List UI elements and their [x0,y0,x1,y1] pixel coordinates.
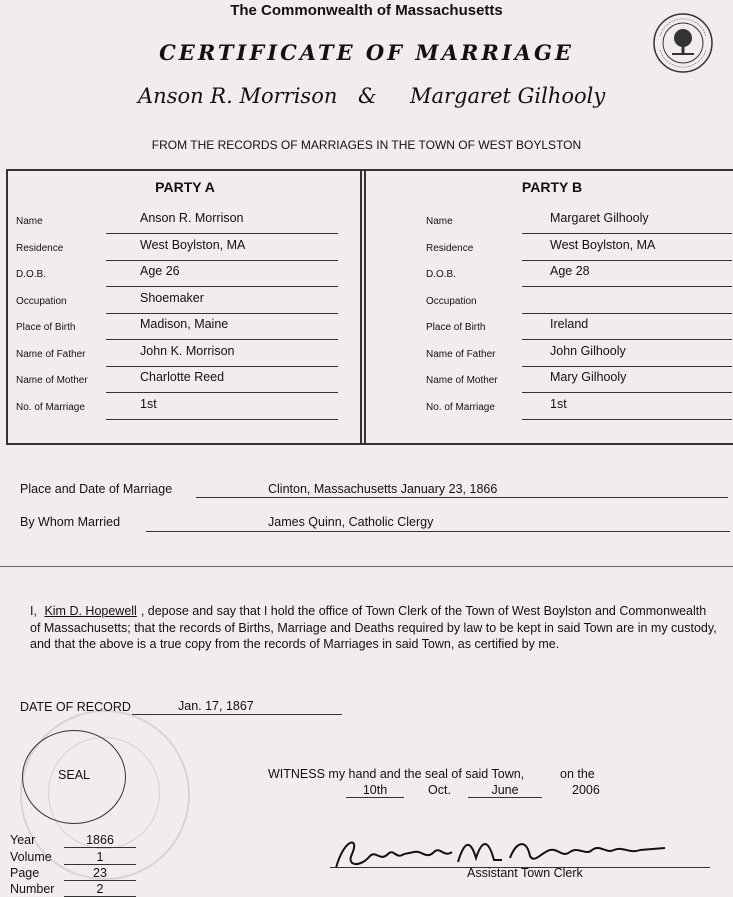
volume-label: Volume [10,850,52,864]
party-b-heading: PARTY B [521,179,583,195]
party-a-row [8,235,360,261]
groom-name-heading: Anson R. Morrison [138,84,338,108]
field-value: John K. Morrison [140,343,235,358]
party-a-row [8,367,360,393]
field-value: Anson R. Morrison [140,211,244,225]
field-value: West Boylston, MA [550,237,656,252]
party-b-row [366,314,733,340]
field-value: 1st [140,396,157,411]
year-value: 1866 [64,833,136,848]
clerk-statement [30,603,720,653]
witness-day: 10th [346,783,404,798]
signer-title: Assistant Town Clerk [467,866,583,880]
place-date-label: Place and Date of Marriage [20,482,173,496]
date-of-record-value: Jan. 17, 1867 [178,699,254,713]
field-label: Residence [426,242,474,254]
statement-prefix: I, [30,604,37,618]
field-value: John Gilhooly [550,343,626,358]
field-value: Margaret Gilhooly [550,211,649,225]
by-whom-line [146,530,730,532]
witness-month: June [468,783,542,798]
field-label: D.O.B. [16,269,47,280]
party-a-row [8,394,360,420]
party-b-row [366,367,733,393]
parties-box [6,169,733,445]
party-a-row [8,261,360,287]
witness-year: 2006 [572,783,600,797]
party-a-row [8,288,360,314]
field-value: Age 28 [550,264,590,278]
party-b-row [366,288,733,314]
field-label: Name [426,216,453,227]
field-value: Charlotte Reed [140,370,225,384]
witness-text: WITNESS my hand and the seal of said Town, [268,767,525,781]
field-value: Shoemaker [140,290,204,305]
party-a-row [8,341,360,367]
bride-name-heading: Margaret Gilhooly [410,84,606,108]
certificate-title: CERTIFICATE OF MARRIAGE [159,40,574,65]
by-whom-value: James Quinn, Catholic Clergy [268,515,434,529]
party-b-row [366,261,733,287]
date-of-record-label: DATE OF RECORD [20,700,131,714]
field-line [522,295,732,314]
party-a-section [8,171,362,443]
page-value: 23 [64,866,136,881]
field-label: Occupation [16,295,67,307]
field-label: Name of Mother [426,375,498,386]
party-b-row [366,235,733,261]
place-date-value: Clinton, Massachusetts January 23, 1866 [268,482,498,496]
field-label: Place of Birth [16,322,76,333]
by-whom-label: By Whom Married [20,515,121,529]
records-line: FROM THE RECORDS OF MARRIAGES IN THE TOWN OF WEST BOYLSTON [151,138,582,152]
field-label: Name [16,216,43,227]
field-value: West Boylston, MA [140,237,246,252]
field-label: No. of Marriage [16,401,85,413]
field-label: No. of Marriage [426,401,495,413]
date-of-record-line [132,713,342,715]
witness-oct: Oct. [428,783,451,797]
party-b-row [366,341,733,367]
place-date-line [196,496,728,498]
field-label: Place of Birth [426,322,486,333]
party-b-section [364,171,733,443]
number-label: Number [10,882,55,896]
clerk-name: Kim D. Hopewell [44,604,137,618]
number-value: 2 [64,882,136,897]
party-a-heading: PARTY A [155,179,215,195]
volume-value: 1 [64,850,136,865]
field-value: 1st [550,396,567,411]
statement-text: , depose and say that I hold the office of Town Clerk of the Town of West Boylston and Commonwealth of Massachusetts; that the records of Births, Marriage and Deaths required by law to be kept in said Town are in my custody, and that the above is a true copy from the records of Marriages in said Town, as certified by me. [30,604,717,651]
ampersand: & [358,84,377,108]
field-label: Name of Father [16,348,86,360]
witness-on-the: on the [560,767,595,781]
party-a-row [8,208,360,234]
field-value: Madison, Maine [140,317,229,331]
field-label: D.O.B. [426,269,457,280]
field-value: Ireland [550,317,589,331]
divider [0,566,733,567]
field-label: Residence [16,242,64,254]
town-seal-icon [652,12,714,74]
state-header: The Commonwealth of Massachusetts [230,2,503,19]
party-b-row [366,394,733,420]
field-value: Age 26 [140,264,180,278]
year-label: Year [10,833,36,847]
field-label: Name of Mother [16,375,88,386]
party-a-row [8,314,360,340]
field-label: Occupation [426,295,477,307]
party-b-row [366,208,733,234]
field-label: Name of Father [426,348,496,360]
field-value: Mary Gilhooly [550,370,627,384]
page-label: Page [10,866,40,880]
seal-label: SEAL [58,768,90,782]
